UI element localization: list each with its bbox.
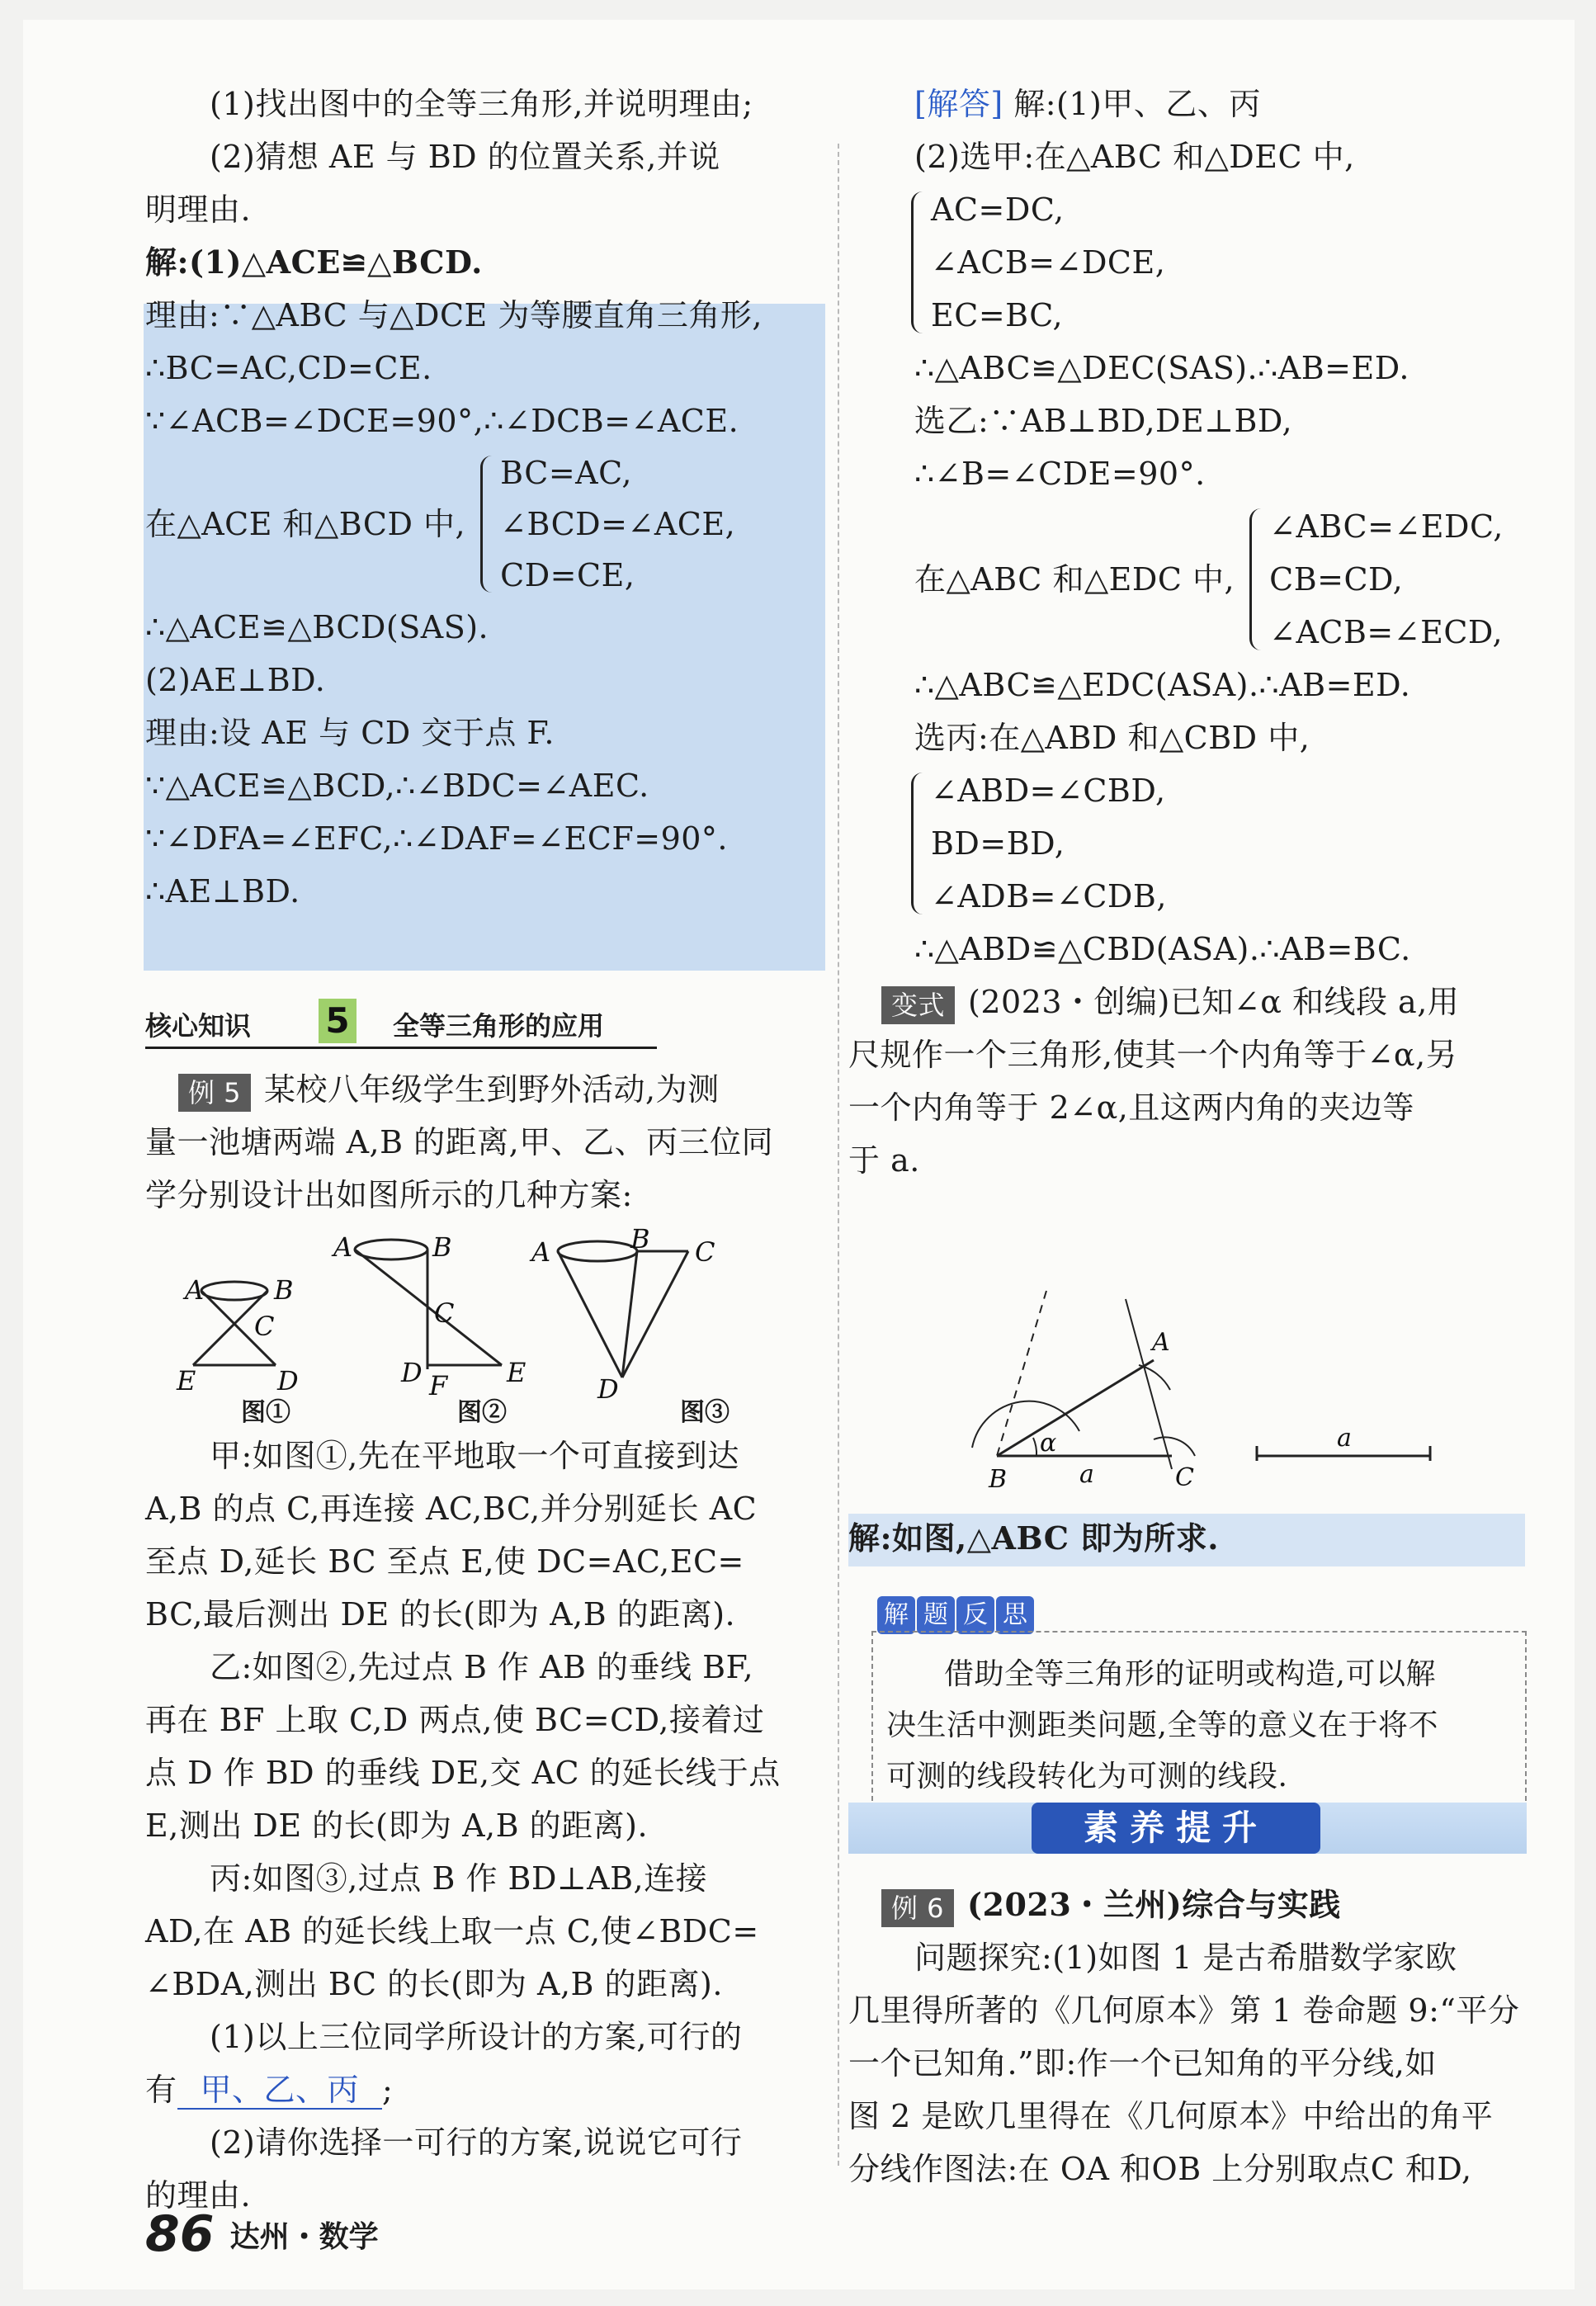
- svg-text:A: A: [333, 1231, 353, 1263]
- page-number: 86: [145, 2205, 215, 2263]
- svg-text:A: A: [185, 1274, 205, 1306]
- solution-line: 理由:设 AE 与 CD 交于点 F.: [145, 715, 555, 751]
- pond-diagrams: [177, 1223, 812, 1427]
- solution-line: ∵△ACE≌△BCD,∴∠BDC=∠AEC.: [145, 768, 649, 804]
- scheme-descriptions: [145, 1429, 829, 2222]
- svg-text:C: C: [695, 1236, 715, 1268]
- example-line: 几里得所著的《几何原本》第 1 卷命题 9:“平分: [848, 1992, 1520, 2029]
- reflection-tag: 思: [996, 1596, 1034, 1634]
- pond-shape: [355, 1240, 427, 1259]
- figure-label: 图③: [680, 1398, 730, 1427]
- construction-solution: [848, 1512, 1543, 1565]
- brace-item: ∠BCD=∠ACE,: [500, 506, 736, 542]
- section-title: 全等三角形的应用: [393, 1010, 605, 1042]
- svg-text:E: E: [507, 1357, 526, 1388]
- example-tag: 例 6: [881, 1889, 954, 1927]
- solution-line: ∵∠DFA=∠EFC,∴∠DAF=∠ECF=90°.: [145, 820, 728, 857]
- svg-text:F: F: [429, 1370, 448, 1401]
- variant-tag: 变式: [881, 986, 955, 1024]
- filled-answer: 甲、乙、丙: [177, 2072, 383, 2110]
- brace-item: AC=DC,: [931, 191, 1065, 228]
- svg-text:C: C: [434, 1297, 455, 1329]
- svg-text:B: B: [989, 1465, 1008, 1494]
- example-text: 某校八年级学生到野外活动,为测: [264, 1071, 720, 1108]
- brace-conditions: [896, 764, 1543, 923]
- svg-text:D: D: [597, 1373, 619, 1405]
- svg-text:B: B: [630, 1223, 650, 1255]
- variant-text: (2023・创编)已知∠α 和线段 a,用: [968, 984, 1460, 1020]
- brace-item: CD=CE,: [500, 557, 635, 593]
- scheme-line: E,测出 DE 的长(即为 A,B 的距离).: [145, 1807, 649, 1844]
- question-line: (1)找出图中的全等三角形,并说明理由;: [210, 86, 753, 122]
- scheme-line: 至点 D,延长 BC 至点 E,使 DC=AC,EC=: [145, 1543, 744, 1580]
- solution-line: 选丙:在△ABD 和△CBD 中,: [914, 720, 1310, 756]
- scheme-line: 乙:如图②,先过点 B 作 AB 的垂线 BF,: [210, 1649, 754, 1685]
- solution-line: 解:(1)△ACE≌△BCD.: [145, 243, 483, 281]
- question-line: (2)请你选择一可行的方案,说说它可行: [210, 2124, 743, 2161]
- brace-item: ∠ADB=∠CDB,: [931, 878, 1167, 914]
- left-column: [145, 78, 829, 918]
- example-line: 分线作图法:在 OA 和OB 上分别取点C 和D,: [848, 2151, 1472, 2187]
- brace-group: [848, 500, 1543, 659]
- example6: [848, 1878, 1543, 2195]
- question-line: (2)猜想 AE 与 BD 的位置关系,并说: [210, 139, 720, 175]
- scheme-line: 甲:如图①,先在平地取一个可直接到达: [210, 1438, 739, 1474]
- example-tag: 例 5: [178, 1074, 251, 1112]
- answer-prefix: 有: [145, 2072, 177, 2108]
- scheme-line: ∠BDA,测出 BC 的长(即为 A,B 的距离).: [145, 1966, 723, 2002]
- reflection-tags: [877, 1596, 1036, 1634]
- construction-diagram: [964, 1291, 1443, 1505]
- svg-text:a: a: [1337, 1424, 1352, 1453]
- banner-title: 素养提升: [1032, 1803, 1320, 1854]
- variant-line: 尺规作一个三角形,使其一个内角等于∠α,另: [848, 1037, 1458, 1073]
- solution-line: 选乙:∵AB⊥BD,DE⊥BD,: [914, 403, 1293, 439]
- solution-line: (2)AE⊥BD.: [145, 662, 326, 698]
- reflection-line: 借助全等三角形的证明或构造,可以解: [944, 1657, 1436, 1691]
- reflection-line: 可测的线段转化为可测的线段.: [886, 1760, 1288, 1793]
- svg-text:a: a: [1079, 1460, 1094, 1489]
- reflection-tag: 解: [877, 1596, 915, 1634]
- scheme-line: 再在 BF 上取 C,D 两点,使 BC=CD,接着过: [145, 1702, 765, 1738]
- variant-line: 一个内角等于 2∠α,且这两内角的夹边等: [848, 1089, 1414, 1126]
- brace-group: [145, 447, 829, 601]
- svg-text:D: D: [277, 1365, 299, 1396]
- scheme-line: 点 D 作 BD 的垂线 DE,交 AC 的延长线于点: [145, 1755, 781, 1791]
- reflection-tag: 题: [917, 1596, 955, 1634]
- svg-text:A: A: [531, 1236, 551, 1268]
- page-footer: [145, 2205, 379, 2263]
- answer-head: [848, 78, 1543, 130]
- solution-line: (2)选甲:在△ABC 和△DEC 中,: [914, 139, 1355, 175]
- brace-intro: 在△ACE 和△BCD 中,: [145, 506, 466, 542]
- brace-conditions: [1235, 500, 1504, 659]
- pond-shape: [201, 1282, 267, 1300]
- example-line: 量一池塘两端 A,B 的距离,甲、乙、丙三位同: [145, 1124, 774, 1160]
- brace-item: ∠ACB=∠DCE,: [931, 244, 1166, 281]
- scheme-line: A,B 的点 C,再连接 AC,BC,并分别延长 AC: [145, 1491, 758, 1527]
- svg-text:B: B: [274, 1274, 294, 1306]
- variant-line: 于 a.: [848, 1142, 920, 1179]
- solution-line: ∵∠ACB=∠DCE=90°,∴∠DCB=∠ACE.: [145, 403, 739, 439]
- example-line: [848, 1878, 1543, 1931]
- right-column: [848, 78, 1543, 1187]
- example5: [145, 1063, 829, 1222]
- variant-line: [848, 976, 1543, 1028]
- svg-text:α: α: [1040, 1429, 1057, 1458]
- brace-item: ∠ACB=∠ECD,: [1269, 614, 1504, 650]
- column-divider: [838, 144, 839, 2166]
- reflection-tag: 反: [956, 1596, 994, 1634]
- example-line: 问题探究:(1)如图 1 是古希腊数学家欧: [914, 1940, 1457, 1976]
- example-title: (2023・兰州)综合与实践: [967, 1886, 1341, 1923]
- question-answer-line: [145, 2063, 829, 2116]
- brace-item: BD=BD,: [931, 825, 1065, 862]
- section-label: 核心知识: [145, 1010, 252, 1042]
- solution-line: ∴AE⊥BD.: [145, 873, 300, 910]
- figure-label: 图②: [457, 1398, 507, 1427]
- brace-conditions: [896, 183, 1543, 342]
- example-line: 一个已知角.”即:作一个已知角的平分线,如: [848, 2045, 1437, 2082]
- answer-tag: [解答]: [914, 86, 1003, 122]
- solution-line: ∴△ACE≌△BCD(SAS).: [145, 609, 489, 645]
- figure-label: 图①: [241, 1398, 290, 1427]
- brace-item: ∠ABC=∠EDC,: [1269, 508, 1504, 545]
- scheme-line: BC,最后测出 DE 的长(即为 A,B 的距离).: [145, 1596, 736, 1633]
- scheme-line: 丙:如图③,过点 B 作 BD⊥AB,连接: [210, 1860, 708, 1897]
- answer-suffix: ;: [382, 2072, 394, 2108]
- svg-text:C: C: [1175, 1463, 1194, 1492]
- example-line: [145, 1063, 829, 1116]
- question-line: 明理由.: [145, 191, 252, 228]
- section-number: 5: [319, 999, 357, 1043]
- question-line: (1)以上三位同学所设计的方案,可行的: [210, 2019, 743, 2055]
- brace-item: BC=AC,: [500, 455, 632, 491]
- svg-text:A: A: [1152, 1328, 1170, 1357]
- construction-svg: [964, 1291, 1443, 1505]
- svg-text:D: D: [401, 1357, 423, 1388]
- solution-line: ∴△ABC≌△DEC(SAS).∴AB=ED.: [914, 350, 1409, 386]
- solution-line: 理由:∵△ABC 与△DCE 为等腰直角三角形,: [145, 297, 763, 333]
- brace-item: EC=BC,: [931, 297, 1064, 333]
- svg-text:B: B: [432, 1231, 452, 1263]
- solution-line: ∴∠B=∠CDE=90°.: [914, 456, 1206, 492]
- brace-intro: 在△ABC 和△EDC 中,: [914, 561, 1235, 598]
- solution-line: ∴△ABD≌△CBD(ASA).∴AB=BC.: [914, 931, 1411, 967]
- svg-text:C: C: [254, 1311, 275, 1342]
- answer-head-text: 解:(1)甲、乙、丙: [1013, 86, 1261, 122]
- section-banner: [848, 1803, 1527, 1854]
- reflection-line: 决生活中测距类问题,全等的意义在于将不: [886, 1708, 1438, 1742]
- solution-line: 解:如图,△ABC 即为所求.: [848, 1519, 1219, 1557]
- brace-item: CB=CD,: [1269, 561, 1404, 598]
- question-line: 的理由.: [145, 2177, 252, 2214]
- page: [23, 20, 1575, 2289]
- example-line: 图 2 是欧几里得在《几何原本》中给出的角平: [848, 2098, 1494, 2134]
- solution-line: ∴△ABC≌△EDC(ASA).∴AB=ED.: [914, 667, 1411, 703]
- scheme-line: AD,在 AB 的延长线上取一点 C,使∠BDC=: [145, 1913, 759, 1949]
- section-header: [145, 1000, 657, 1049]
- example-line: 学分别设计出如图所示的几种方案:: [145, 1177, 633, 1213]
- pond-shape: [558, 1241, 637, 1261]
- brace-conditions: [465, 447, 735, 601]
- solution-line: ∴BC=AC,CD=CE.: [145, 350, 432, 386]
- brace-item: ∠ABD=∠CBD,: [931, 773, 1166, 809]
- book-title: 达州・数学: [229, 2219, 379, 2254]
- reflection-box: [871, 1631, 1527, 1817]
- svg-text:E: E: [177, 1365, 196, 1396]
